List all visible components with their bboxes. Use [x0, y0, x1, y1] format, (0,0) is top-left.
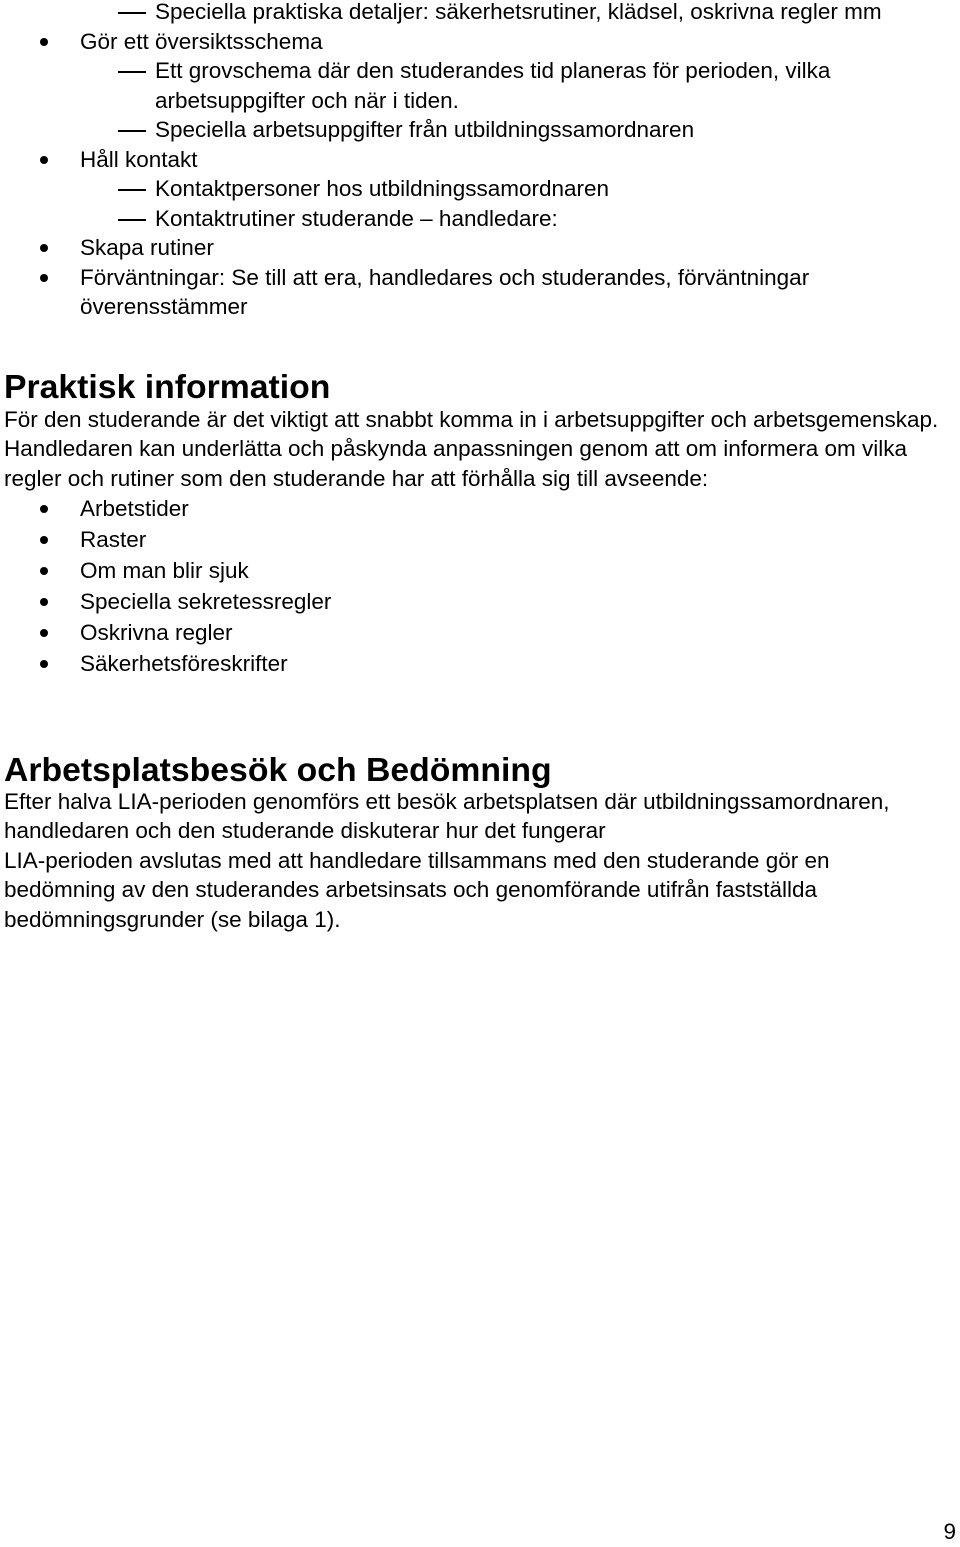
dash-marker — [118, 219, 146, 221]
bullet-marker — [40, 274, 48, 282]
list-item-text: Håll kontakt — [80, 146, 198, 172]
section-paragraph: För den studerande är det viktigt att snabbt komma in i arbetsuppgifter och arbetsgemenskap. Handledaren kan underlätta och påskynda anpassningen genom att om informera om vilka regler och rutiner som den studerande har att förhålla sig till avseende: — [4, 406, 939, 491]
bullet-marker — [40, 38, 48, 46]
list-item — [0, 56, 935, 115]
dash-marker — [118, 189, 146, 191]
bullet-marker — [40, 660, 48, 668]
bullet-marker — [40, 536, 48, 544]
list-item — [0, 587, 950, 617]
bullet-marker — [40, 629, 48, 637]
list-item — [0, 0, 935, 27]
list-item-text: Gör ett översiktsschema — [80, 28, 323, 54]
bullet-marker — [40, 505, 48, 513]
list-item — [0, 174, 935, 204]
list-item — [0, 233, 935, 263]
list-item — [0, 649, 950, 679]
list-item — [0, 494, 950, 524]
page-number: 9 — [943, 1519, 956, 1544]
bullet-marker — [40, 156, 48, 164]
list-item-text: Arbetstider — [80, 496, 189, 521]
list-item-text: Förväntningar: Se till att era, handledares och studerandes, förväntningar överensstämmer — [80, 264, 810, 319]
bullet-marker — [40, 598, 48, 606]
list-item — [0, 145, 935, 175]
list-item — [0, 263, 935, 322]
dash-marker — [118, 71, 146, 73]
list-item-text: Skapa rutiner — [80, 235, 214, 260]
list-item-text: Speciella sekretessregler — [80, 589, 332, 614]
dash-marker — [118, 130, 146, 132]
section-heading: Arbetsplatsbesök och Bedömning — [4, 751, 552, 789]
section-paragraph: Efter halva LIA-perioden genomförs ett besök arbetsplatsen där utbildningssamordnaren, handledaren och den studerande diskuterar hur det fungerar — [4, 788, 890, 843]
list-item-text: Speciella arbetsuppgifter från utbildningssamordnaren — [155, 117, 695, 142]
list-item-text: Säkerhetsföreskrifter — [80, 651, 288, 676]
section-paragraph: LIA-perioden avslutas med att handledare tillsammans med den studerande gör en bedömning av den studerandes arbetsinsats och genomförande utifrån fastställda bedömningsgrunder (se bilaga 1). — [4, 847, 830, 932]
list-item — [0, 27, 935, 57]
bullet-marker — [40, 567, 48, 575]
list-item-text: Speciella praktiska detaljer: säkerhetsrutiner, klädsel, oskrivna regler mm — [155, 0, 882, 24]
section-heading: Praktisk information — [4, 368, 331, 406]
list-item-text: Ett grovschema där den studerandes tid planeras för perioden, vilka arbetsuppgifter och när i tiden. — [155, 58, 831, 113]
list-item — [0, 556, 950, 586]
list-item — [0, 204, 935, 234]
list-item — [0, 115, 935, 145]
top-list — [0, 0, 935, 322]
list-item — [0, 525, 950, 555]
list-item-text: Oskrivna regler — [80, 620, 233, 645]
bullet-marker — [40, 244, 48, 252]
list-item — [0, 618, 950, 648]
list-item-text: Raster — [80, 527, 147, 552]
list-item-text: Kontaktpersoner hos utbildningssamordnaren — [155, 176, 610, 201]
section-praktisk-information — [0, 368, 950, 680]
list-item-text: Kontaktrutiner studerande – handledare: — [155, 205, 558, 231]
section-arbetsplatsbesok — [0, 751, 950, 934]
dash-marker — [118, 12, 146, 14]
regulations-list — [0, 494, 950, 679]
list-item-text: Om man blir sjuk — [80, 558, 249, 583]
